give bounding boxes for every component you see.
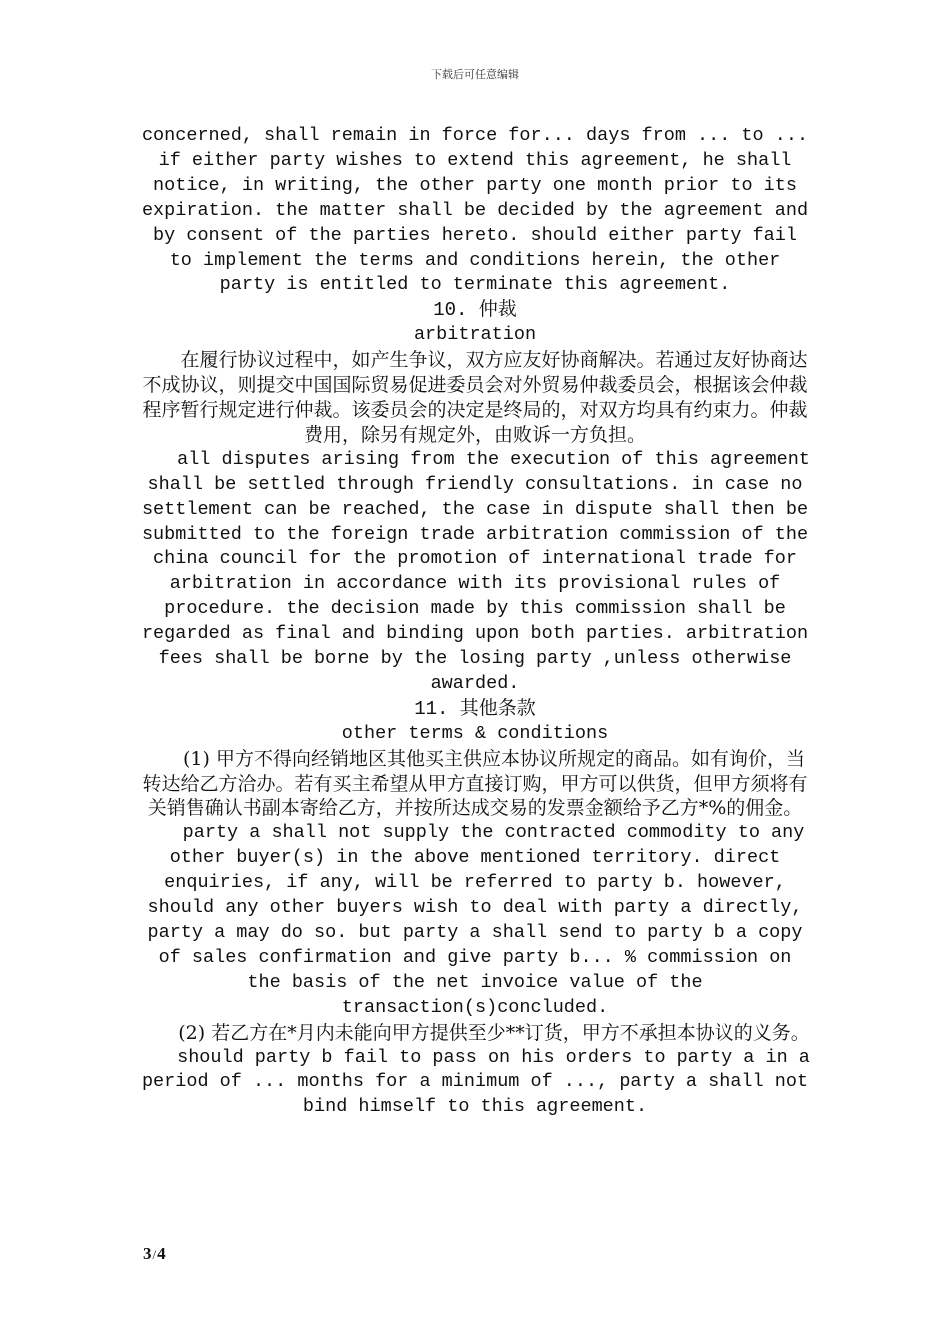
paragraph-term-en: concerned, shall remain in force for... days from ... to ... if either party wishes to extend this agreement, he shall notice, in writing, the other party one month prior to its expiration. the matter shall be decided by the agreement and by consent of the parties hereto. should either party fail to implement the terms and conditions herein, the other party is entitled to terminate this agreement.	[141, 125, 809, 296]
section-11-title-en: other terms & conditions	[341, 722, 609, 744]
section-10-body-zh: 在履行协议过程中，如产生争议，双方应友好协商解决。若通过友好协商达不成协议，则提交中国国际贸易促进委员会对外贸易仲裁委员会，根据该会仲裁程序暂行规定进行仲裁。该委员会的决定是终局的，对双方均具有约束力。仲裁费用，除另有规定外，由败诉一方负担。	[142, 349, 808, 446]
page-number	[143, 1244, 166, 1264]
section-11-title-zh: 11. 其他条款	[414, 697, 536, 720]
section-10-title-zh: 10. 仲裁	[433, 299, 517, 322]
page-number-current: 3	[143, 1244, 152, 1263]
section-11-item-2-zh: (2) 若乙方在*月内未能向甲方提供至少**订货，甲方不承担本协议的义务。	[178, 1021, 810, 1044]
section-11-item-2-en: should party b fail to pass on his orders to party a in a period of ... months for a minimum of ..., party a shall not bind himself to this agreement.	[141, 1046, 810, 1118]
document-body	[140, 124, 810, 1120]
page-number-total: 4	[157, 1244, 166, 1263]
section-10-title-en: arbitration	[413, 324, 537, 346]
section-11-item-1-zh: (1) 甲方不得向经销地区其他买主供应本协议所规定的商品。如有询价，当转达给乙方洽办。若有买主希望从甲方直接订购，甲方可以供货，但甲方须将有关销售确认书副本寄给乙方，并按所达成交易的发票金额给予乙方*%的佣金。	[142, 747, 808, 820]
section-10-body-en: all disputes arising from the execution of this agreement shall be settled through friendly consultations. in case no settlement can be reached, the case in dispute shall then be submitted to the foreign trade arbitration commission of the china council for the promotion of international trade for arbitration in accordance with its provisional rules of procedure. the decision made by this commission shall be regarded as final and binding upon both parties. arbitration fees shall be borne by the losing party ,unless otherwise awarded.	[141, 448, 810, 694]
page-number-separator: /	[152, 1247, 157, 1262]
page-header-note: 下载后可任意编辑	[431, 68, 519, 81]
section-11-item-1-en: party a shall not supply the contracted commodity to any other buyer(s) in the above mentioned territory. direct enquiries, if any, will be referred to party b. however, should any other buyers wish to deal with party a directly, party a may do so. but party a shall send to party b a copy of sales confirmation and give party b... % commission on the basis of the net invoice value of the transaction(s)concluded.	[147, 822, 805, 1018]
